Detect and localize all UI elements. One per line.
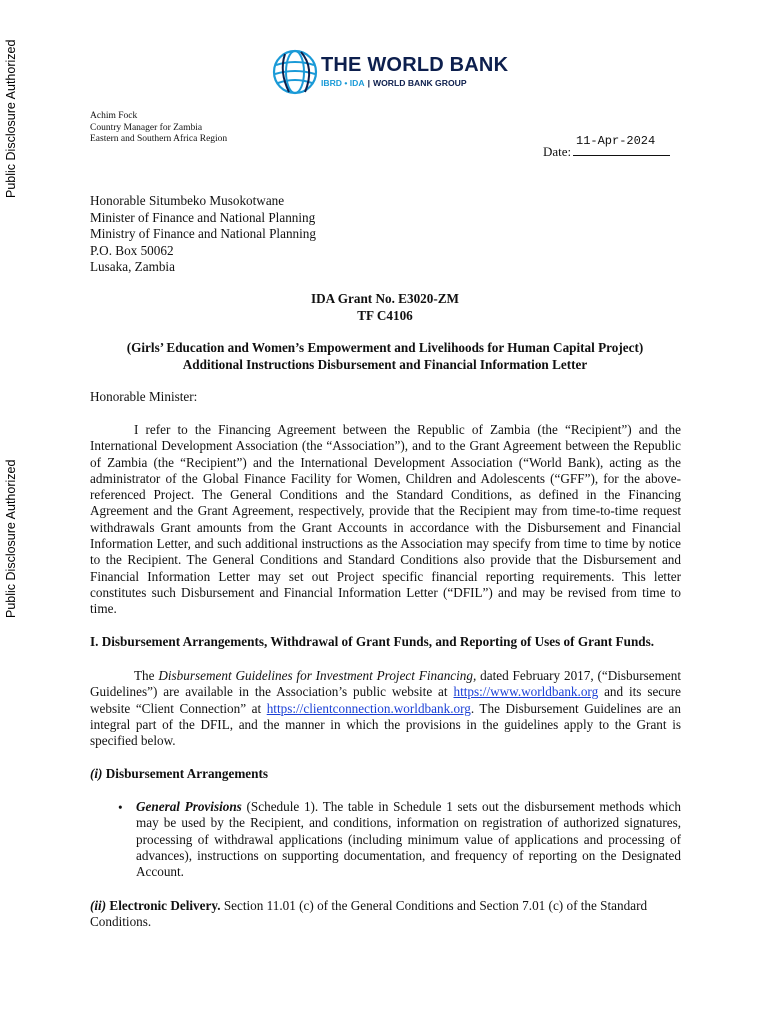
intro-paragraph: I refer to the Financing Agreement between the Republic of Zambia (the “Recipient”) and the International Development Association (the “Association”), and to the Grant Agreement between the Republic of Zambia (the “Recipient”) and the International Development Association (“World Bank), acting as the administrator of the Global Finance Facility for Women, Children and Adolescents (“GFF”), for the above-referenced Project. The General Conditions and the Standard Conditions, as defined in the Financing Agreement and the Grant Agreement, respectively, provide that the Recipient may from time-to-time request withdrawals Grant amounts from the Grant Accounts in accordance with the Disbursement and Financial Information Letter, and such additional instructions as the Association may specify from time to time by notice to the Recipient. The General Conditions and Standard Conditions also provide that the Disbursement and Financial Information Letter may set out Project specific financial reporting requirements. This letter constitutes such Disbursement and Financial Information Letter (“DFIL”) and may be revised from time to time.: [90, 422, 681, 617]
guidelines-title: Disbursement Guidelines for Investment Project Financing,: [158, 668, 477, 683]
section-1-title: I. Disbursement Arrangements, Withdrawal of Grant Funds, and Reporting of Uses of Grant Funds.: [90, 634, 655, 649]
sender-block: [90, 111, 227, 146]
project-title: (Girls’ Education and Women’s Empowerment and Livelihoods for Human Capital Project): [126, 340, 644, 355]
globe-icon: [271, 48, 319, 96]
addressee-city: Lusaka, Zambia: [90, 259, 175, 274]
grant-heading: [90, 291, 680, 324]
date-label: Date:: [543, 144, 572, 159]
subsection-1-title: (i) Disbursement Arrangements: [90, 766, 269, 781]
worldbank-link[interactable]: https://www.worldbank.org: [453, 684, 599, 700]
world-bank-logo: [271, 48, 511, 96]
addressee-title: Minister of Finance and National Planning: [90, 209, 316, 225]
date-value: 11-Apr-2024: [576, 134, 656, 148]
electronic-delivery-paragraph: (ii) Electronic Delivery. Section 11.01 (c) of the General Conditions and Section 7.01 (c) of the Standard Conditions.: [90, 898, 648, 930]
letter-subject: Additional Instructions Disbursement and Financial Information Letter: [182, 356, 588, 372]
salutation: Honorable Minister:: [90, 389, 198, 404]
sender-title: Country Manager for Zambia: [90, 122, 203, 133]
logo-name: THE WORLD BANK: [321, 54, 509, 76]
guidelines-paragraph: The Disbursement Guidelines for Investment Project Financing, dated February 2017, (“Disbursement Guidelines”) are available in the Association’s public website at https://www.worldbank.org and its secure website “Client Connection” at https://clientconnection.worldbank.org. The Disbursement Guidelines are an integral part of the DFIL, and the manner in which the provisions in the guidelines apply to the Grant is specified below.: [90, 668, 682, 749]
sender-region: Eastern and Southern Africa Region: [90, 134, 228, 144]
general-provisions-item: General Provisions (Schedule 1). The table in Schedule 1 sets out the disbursement methods which may be used by the Recipient, and conditions, information on registration of authorized signatures, processing of withdrawal applications (including minimum value of applications and processing of advances), instructions on supporting documentation, and frequency of reporting on the Designated Account.: [136, 799, 682, 880]
date-field: [543, 144, 670, 160]
trust-fund-number: TF C4106: [357, 307, 413, 323]
project-heading: [90, 340, 680, 373]
disclosure-stamp: Public Disclosure Authorized: [4, 459, 18, 618]
disclosure-stamp: Public Disclosure Authorized: [4, 39, 18, 198]
addressee-pobox: P.O. Box 50062: [90, 242, 174, 258]
clientconnection-link[interactable]: https://clientconnection.worldbank.org: [266, 700, 471, 716]
bullet-icon: •: [118, 800, 123, 815]
logo-subtitle: IBRD • IDA | WORLD BANK GROUP: [321, 78, 467, 88]
addressee-ministry: Ministry of Finance and National Planning: [90, 226, 316, 241]
addressee-name: Honorable Situmbeko Musokotwane: [90, 193, 285, 208]
addressee-block: [90, 193, 316, 276]
sender-name: Achim Fock: [90, 111, 138, 121]
grant-number: IDA Grant No. E3020-ZM: [311, 291, 459, 306]
